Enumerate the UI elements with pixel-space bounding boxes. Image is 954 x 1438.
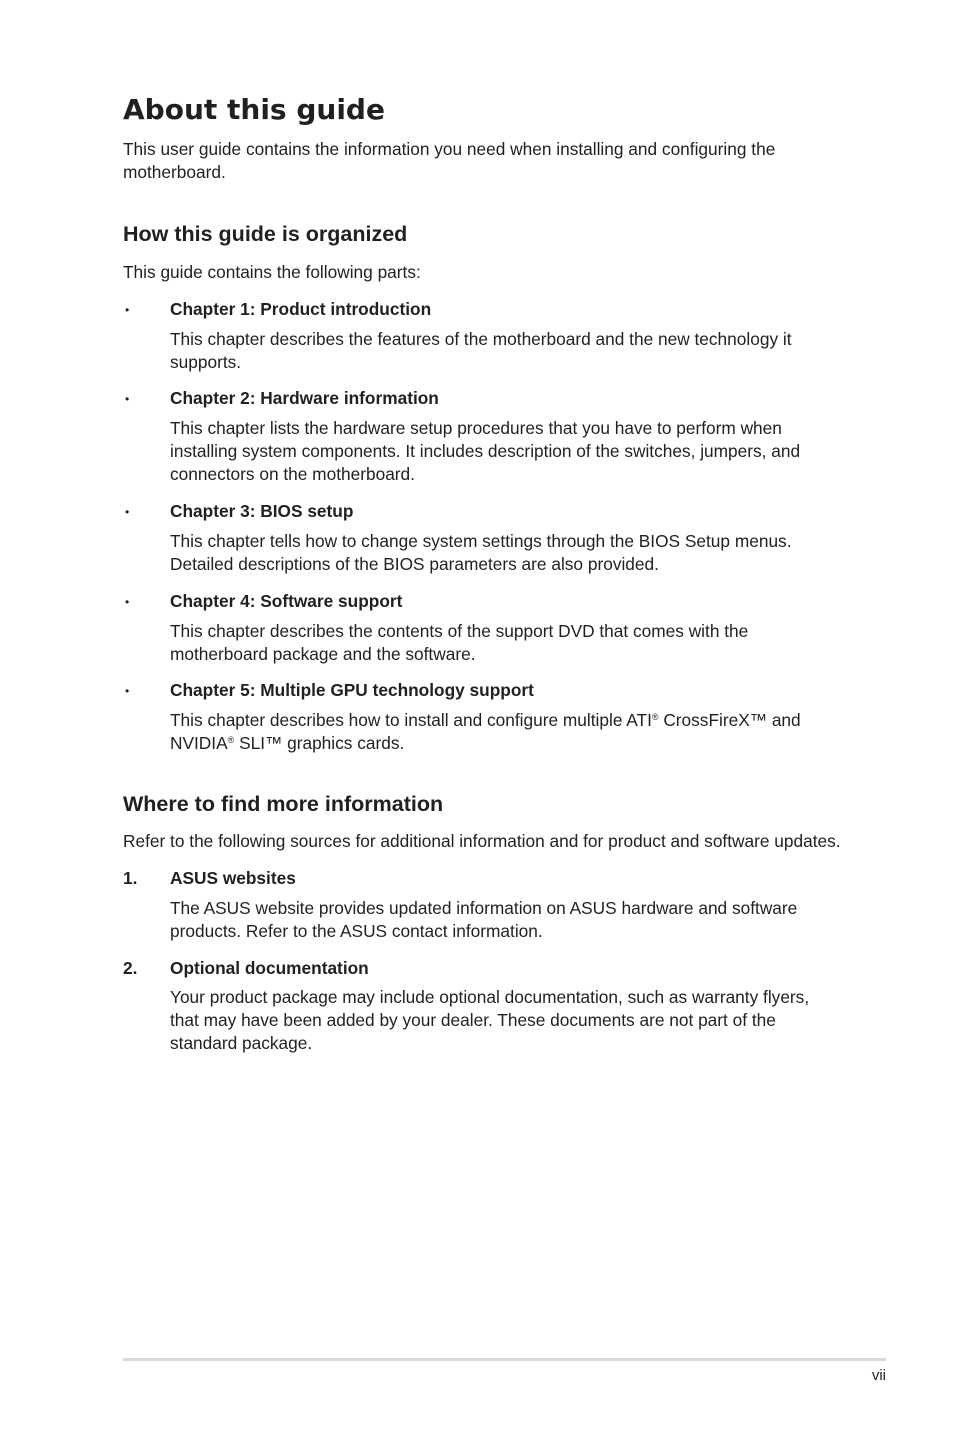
chapter-title: Chapter 2: Hardware information: [170, 388, 439, 408]
footer-divider: [123, 1358, 886, 1361]
list-item-chapter-1: [123, 298, 833, 321]
organized-lead: This guide contains the following parts:: [123, 262, 421, 282]
bullet-marker: •: [125, 392, 130, 406]
bullet-marker: •: [125, 505, 130, 519]
source-description: The ASUS website provides updated information on ASUS hardware and software products. Refer to the ASUS contact information.: [170, 898, 798, 941]
list-number: 1.: [123, 868, 138, 888]
list-number: 2.: [123, 958, 138, 978]
chapter-description: This chapter tells how to change system settings through the BIOS Setup menus. Detailed descriptions of the BIOS parameters are also provided.: [170, 531, 792, 574]
list-item-chapter-2: [123, 387, 833, 410]
list-item-asus-websites: [123, 867, 833, 890]
more-info-lead: Refer to the following sources for additional information and for product and software updates.: [123, 831, 841, 851]
list-item-chapter-3: [123, 500, 833, 523]
chapter-title: Chapter 5: Multiple GPU technology support: [170, 680, 534, 700]
chapter-description-part: SLI™ graphics cards.: [234, 733, 405, 753]
chapter-title: Chapter 3: BIOS setup: [170, 501, 354, 521]
bullet-marker: •: [125, 595, 130, 609]
list-item-chapter-5: [123, 679, 833, 702]
page-title: About this guide: [123, 93, 385, 126]
section-heading-organized: How this guide is organized: [123, 222, 408, 246]
list-item-optional-documentation: [123, 957, 833, 980]
chapter-description: This chapter lists the hardware setup procedures that you have to perform when installing system components. It includes description of the switches, jumpers, and connectors on the motherboard.: [170, 418, 801, 484]
bullet-marker: •: [125, 303, 130, 317]
registered-mark: ®: [227, 735, 235, 745]
source-title: Optional documentation: [170, 958, 369, 978]
chapter-description: [170, 709, 820, 755]
intro-paragraph: This user guide contains the information you need when installing and configuring the motherboard.: [123, 139, 776, 182]
list-item-chapter-4: [123, 590, 833, 613]
source-description: Your product package may include optional documentation, such as warranty flyers, that may have been added by your dealer. These documents are not part of the standard package.: [170, 987, 810, 1053]
chapter-title: Chapter 1: Product introduction: [170, 299, 432, 319]
chapter-description: This chapter describes the contents of the support DVD that comes with the motherboard package and the software.: [170, 621, 749, 664]
bullet-marker: •: [125, 684, 130, 698]
registered-mark: ®: [651, 712, 659, 722]
page-number: vii: [871, 1367, 886, 1384]
chapter-description: This chapter describes the features of the motherboard and the new technology it supports.: [170, 329, 792, 372]
source-title: ASUS websites: [170, 868, 296, 888]
chapter-description-part: CrossFireX™ and NVIDIA: [170, 710, 801, 753]
chapter-title: Chapter 4: Software support: [170, 591, 403, 611]
chapter-description-part: This chapter describes how to install and configure multiple ATI: [170, 710, 652, 730]
section-heading-more-info: Where to find more information: [123, 792, 444, 816]
